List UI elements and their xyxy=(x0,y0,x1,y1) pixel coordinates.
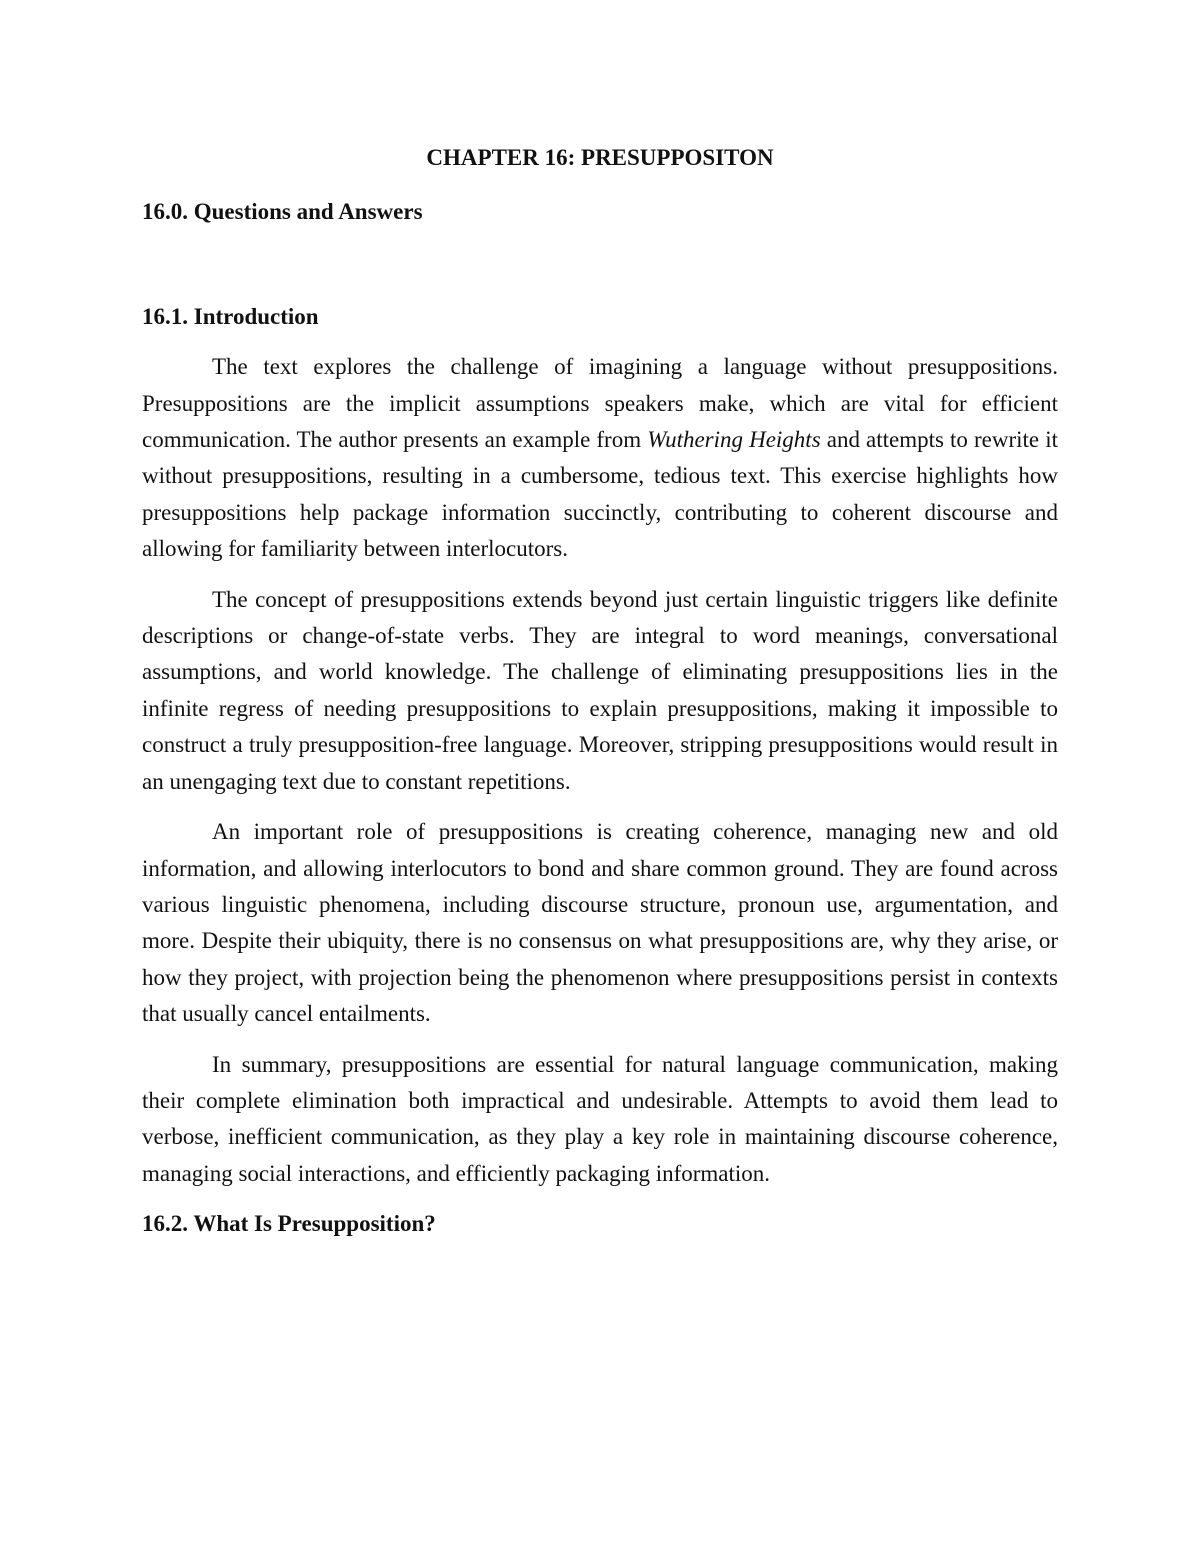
chapter-title: CHAPTER 16: PRESUPPOSITON xyxy=(426,145,774,170)
paragraph-1 xyxy=(142,349,1058,567)
paragraph-1-text-a: The text explores the challenge of imagining a language without presuppositions. Presuppositions are the implicit assumptions speakers make, which are vital for efficient communication. The author presents an example from xyxy=(142,354,1058,453)
document-page xyxy=(142,140,1058,1243)
book-title-wuthering-heights: Wuthering Heights xyxy=(647,427,821,453)
paragraph-3: An important role of presuppositions is creating coherence, managing new and old information, and allowing interlocutors to bond and share common ground. They are found across various linguistic phenomena, including discourse structure, pronoun use, argumentation, and more. Despite their ubiquity, there is no consensus on what presuppositions are, why they arise, or how they project, with projection being the phenomenon where presuppositions persist in contexts that usually cancel entailments. xyxy=(142,819,1058,1027)
paragraph-2: The concept of presuppositions extends beyond just certain linguistic triggers like definite descriptions or change-of-state verbs. They are integral to word meanings, conversational assumptions, and world knowledge. The challenge of eliminating presuppositions lies in the infinite regress of needing presuppositions to explain presuppositions, making it impossible to construct a truly presupposition-free language. Moreover, stripping presuppositions would result in an unengaging text due to constant repetitions. xyxy=(142,586,1058,794)
paragraph-4: In summary, presuppositions are essential for natural language communication, making their complete elimination both impractical and undesirable. Attempts to avoid them lead to verbose, inefficient communication, as they play a key role in maintaining discourse coherence, managing social interactions, and efficiently packaging information. xyxy=(142,1051,1058,1186)
paragraph-1-text-b: and attempts to rewrite it without presuppositions, resulting in a cumbersome, tedious text. This exercise highlights how presuppositions help package information succinctly, contributing to coherent discourse and allowing for familiarity between interlocutors. xyxy=(142,427,1058,562)
section-heading-introduction: 16.1. Introduction xyxy=(142,303,319,329)
section-heading-what-is-presupposition: 16.2. What Is Presupposition? xyxy=(142,1211,436,1237)
section-heading-questions-answers: 16.0. Questions and Answers xyxy=(142,199,423,225)
